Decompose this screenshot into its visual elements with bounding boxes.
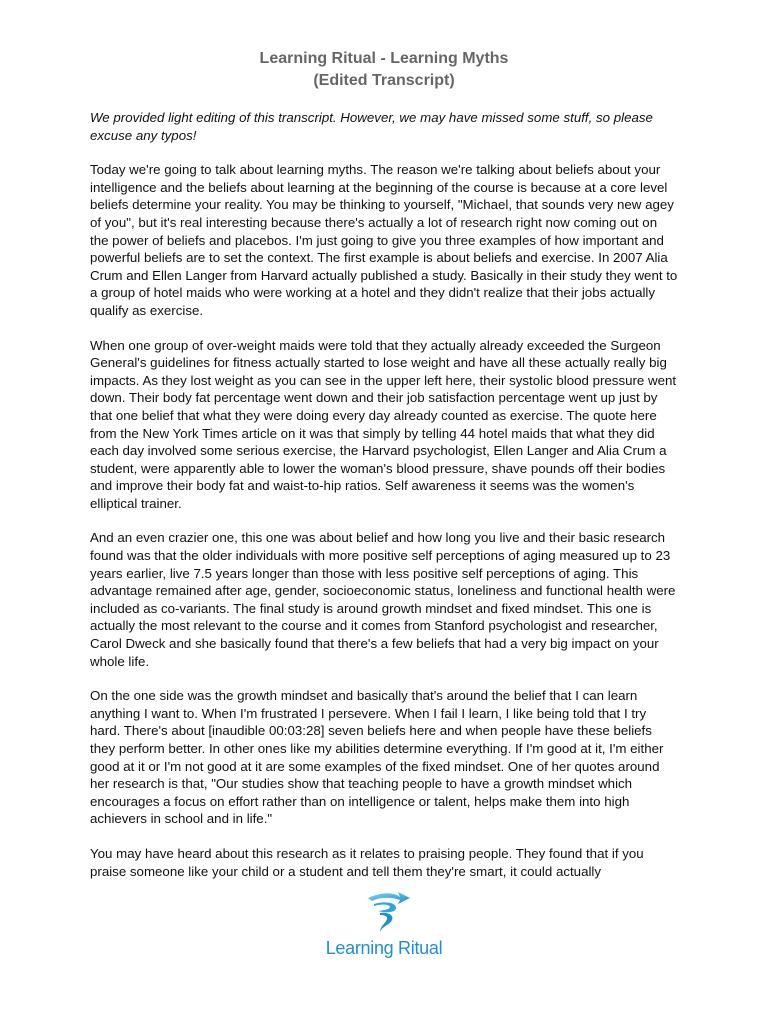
paragraph-1: Today we're going to talk about learning myths. The reason we're talking about beliefs about your intelligence and the beliefs about learning at the beginning of the course is because at a core level beliefs determine your reality. You may be thinking to yourself, "Michael, that sounds very new agey of you", but it's real interesting because there's actually a lot of research right now coming out on the power of beliefs and placebos. I'm just going to give you three examples of how important and powerful beliefs are to set the context. The first example is about beliefs and exercise. In 2007 Alia Crum and Ellen Langer from Harvard actually published a study. Basically in their study they went to a group of hotel maids who were working at a hotel and they didn't realize that their jobs actually qualify as exercise. xyxy=(90,162,678,318)
paragraph-2: When one group of over-weight maids were told that they actually already exceeded the Surgeon General's guidelines for fitness actually started to lose weight and have all these actually really big impacts. As they lost weight as you can see in the upper left here, their systolic blood pressure went down. Their body fat percentage went down and their job satisfaction percentage went up just by that one belief that what they were doing every day already counted as exercise. The quote here from the New York Times article on it was that simply by telling 44 hotel maids that what they did each day involved some serious exercise, the Harvard psychologist, Ellen Langer and Alia Crum a student, were apparently able to lower the woman's blood pressure, shave pounds off their bodies and improve their body fat and waist-to-hip ratios. Self awareness it seems was the women's elliptical trainer. xyxy=(90,337,677,511)
paragraph-3: And an even crazier one, this one was about belief and how long you live and their basic research found was that the older individuals with more positive self perceptions of aging measured up to 23 years earlier, live 7.5 years longer than those with less positive self perceptions of aging. This advantage remained after age, gender, socioeconomic status, loneliness and functional health were included as co-variants. The final study is around growth mindset and fixed mindset. This one is actually the most relevant to the course and it comes from Stanford psychologist and researcher, Carol Dweck and she basically found that there's a few beliefs that had a very big impact on your whole life. xyxy=(90,530,676,669)
title-line-1: Learning Ritual - Learning Myths xyxy=(259,50,509,67)
document-title xyxy=(90,48,678,92)
editing-disclaimer: We provided light editing of this transcript. However, we may have missed some stuff, so please excuse any typos! xyxy=(90,110,653,143)
learning-ritual-logo xyxy=(0,888,768,959)
swirl-arrow-icon xyxy=(354,888,414,936)
paragraph-5: You may have heard about this research as it relates to praising people. They found that if you praise someone like your child or a student and tell them they're smart, it could actually xyxy=(90,845,644,879)
paragraph-4: On the one side was the growth mindset and basically that's around the belief that I can learn anything I want to. When I'm frustrated I persevere. When I fail I learn, I like being told that I try hard. There's about [inaudible 00:03:28] seven beliefs here and when people have these beliefs they perform better. In other ones like my abilities determine everything. If I'm good at it, I'm either good at it or I'm not good at it are some examples of the fixed mindset. One of her quotes around her research is that, "Our studies show that teaching people to have a growth mindset which encourages a focus on effort rather than on intelligence or talent, helps make them into high achievers in school and in life." xyxy=(90,688,664,827)
logo-text: Learning Ritual xyxy=(325,938,443,958)
title-line-2: (Edited Transcript) xyxy=(313,72,455,89)
